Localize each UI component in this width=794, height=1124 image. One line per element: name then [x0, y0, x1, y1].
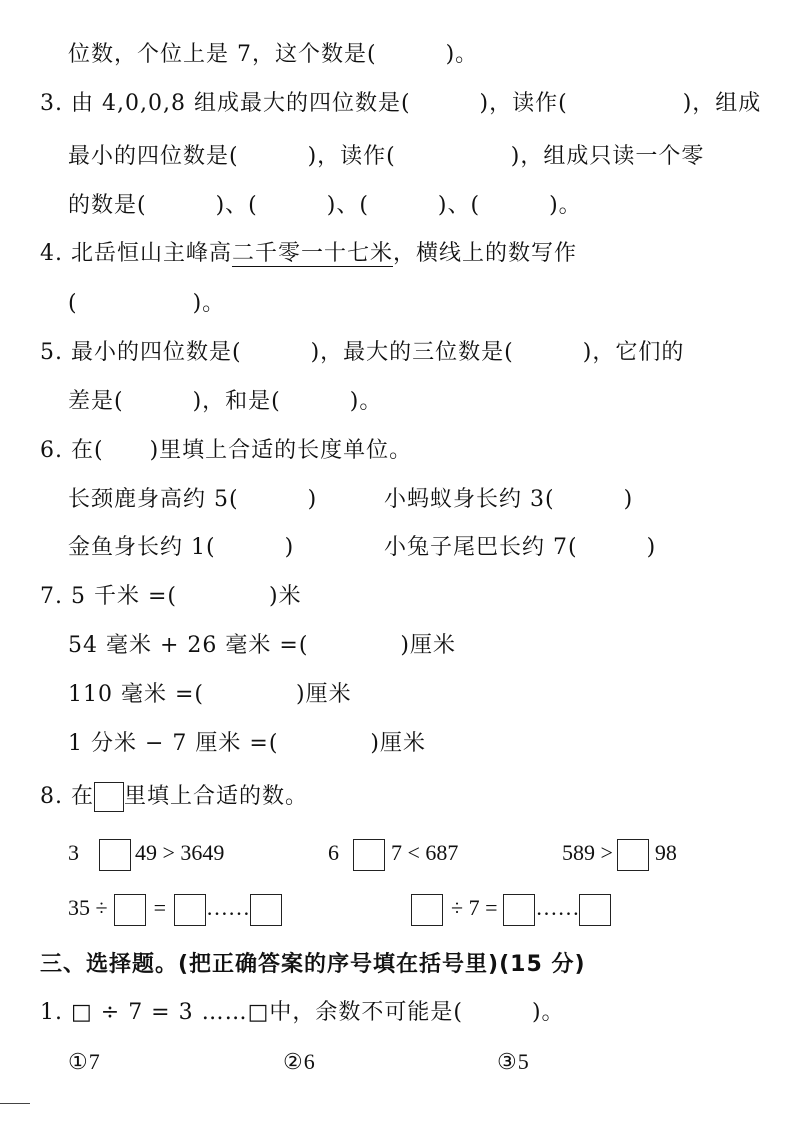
- q8-division-1: [68, 892, 282, 926]
- section-3-title: 三、选择题。(把正确答案的序号填在括号里)(15 分): [40, 952, 586, 977]
- q8-division-2-dividend-box[interactable]: [411, 894, 443, 926]
- q8-division-1-dots: ……: [206, 895, 250, 920]
- question-8-title: [40, 782, 308, 812]
- question-4-prefix: 4. 北岳恒山主峰高: [40, 241, 232, 266]
- q8-item-c-suffix: 98: [654, 840, 677, 865]
- q8-division-2: [411, 892, 611, 926]
- q8-division-1-quotient-box[interactable]: [174, 894, 206, 926]
- q8-item-a-suffix: 49 > 3649: [135, 840, 225, 865]
- question-6-item-giraffe: 长颈鹿身高约 5( ): [68, 487, 318, 512]
- section-3-question-1: 1. □ ÷ 7 = 3 ……□中，余数不可能是( )。: [40, 1000, 565, 1025]
- line-q2-continuation: 位数，个位上是 7，这个数是( )。: [68, 42, 479, 67]
- option-2: ②6: [283, 1049, 316, 1074]
- q8-division-2-quotient-box[interactable]: [503, 894, 535, 926]
- question-4-suffix: ，横线上的数写作: [393, 241, 578, 266]
- q8-division-1-equals: =: [153, 895, 166, 920]
- question-6-item-ant: 小蚂蚁身长约 3( ): [384, 487, 634, 512]
- question-7-line-4: 1 分米 − 7 厘米 =( )厘米: [68, 731, 426, 756]
- q8-item-a-prefix: 3: [68, 840, 79, 865]
- question-7-line-2: 54 毫米 + 26 毫米 =( )厘米: [68, 633, 456, 658]
- page-corner-mark: [0, 1103, 30, 1104]
- question-4-line-1: [40, 239, 577, 269]
- q8-division-2-operator: ÷ 7 =: [451, 895, 498, 920]
- q8-item-a: [68, 837, 224, 871]
- q8-item-c-box[interactable]: [617, 839, 649, 871]
- question-4-underlined-text: 二千零一十七米: [231, 241, 393, 266]
- q8-item-b-suffix: 7 < 687: [391, 840, 459, 865]
- q8-division-2-dots: ……: [535, 895, 580, 920]
- question-3-line-2: 最小的四位数是( )，读作( )，组成只读一个零: [68, 144, 705, 169]
- question-5-line-2: 差是( )，和是( )。: [68, 389, 383, 414]
- question-4-line-2: ( )。: [68, 291, 226, 316]
- q8-item-c: [562, 837, 677, 871]
- question-3-line-1: 3. 由 4,0,0,8 组成最大的四位数是( )，读作( )，组成: [40, 91, 762, 116]
- q8-division-1-prefix: 35 ÷: [68, 895, 108, 920]
- q8-division-2-remainder-box[interactable]: [579, 894, 611, 926]
- option-3: ③5: [497, 1049, 530, 1074]
- q8-division-1-divisor-box[interactable]: [114, 894, 146, 926]
- answer-box-example: [94, 782, 124, 812]
- question-7-line-1: 7. 5 千米 =( )米: [40, 584, 302, 609]
- q8-item-c-prefix: 589 >: [562, 840, 613, 865]
- question-6-item-goldfish: 金鱼身长约 1( ): [68, 535, 295, 560]
- option-1: ①7: [68, 1049, 101, 1074]
- q8-item-a-box[interactable]: [99, 839, 131, 871]
- q8-item-b-prefix: 6: [328, 840, 339, 865]
- question-8-suffix: 里填上合适的数。: [123, 784, 308, 809]
- question-3-line-3: 的数是( )、( )、( )、( )。: [68, 193, 582, 218]
- question-6-title: 6. 在( )里填上合适的长度单位。: [40, 438, 413, 463]
- question-7-line-3: 110 毫米 =( )厘米: [68, 682, 352, 707]
- q8-division-1-remainder-box[interactable]: [250, 894, 282, 926]
- question-5-line-1: 5. 最小的四位数是( )，最大的三位数是( )，它们的: [40, 340, 685, 365]
- q8-item-b-box[interactable]: [353, 839, 385, 871]
- question-6-item-rabbit-tail: 小兔子尾巴长约 7( ): [384, 535, 657, 560]
- q8-item-b: [328, 837, 458, 871]
- question-8-prefix: 8. 在: [40, 784, 94, 809]
